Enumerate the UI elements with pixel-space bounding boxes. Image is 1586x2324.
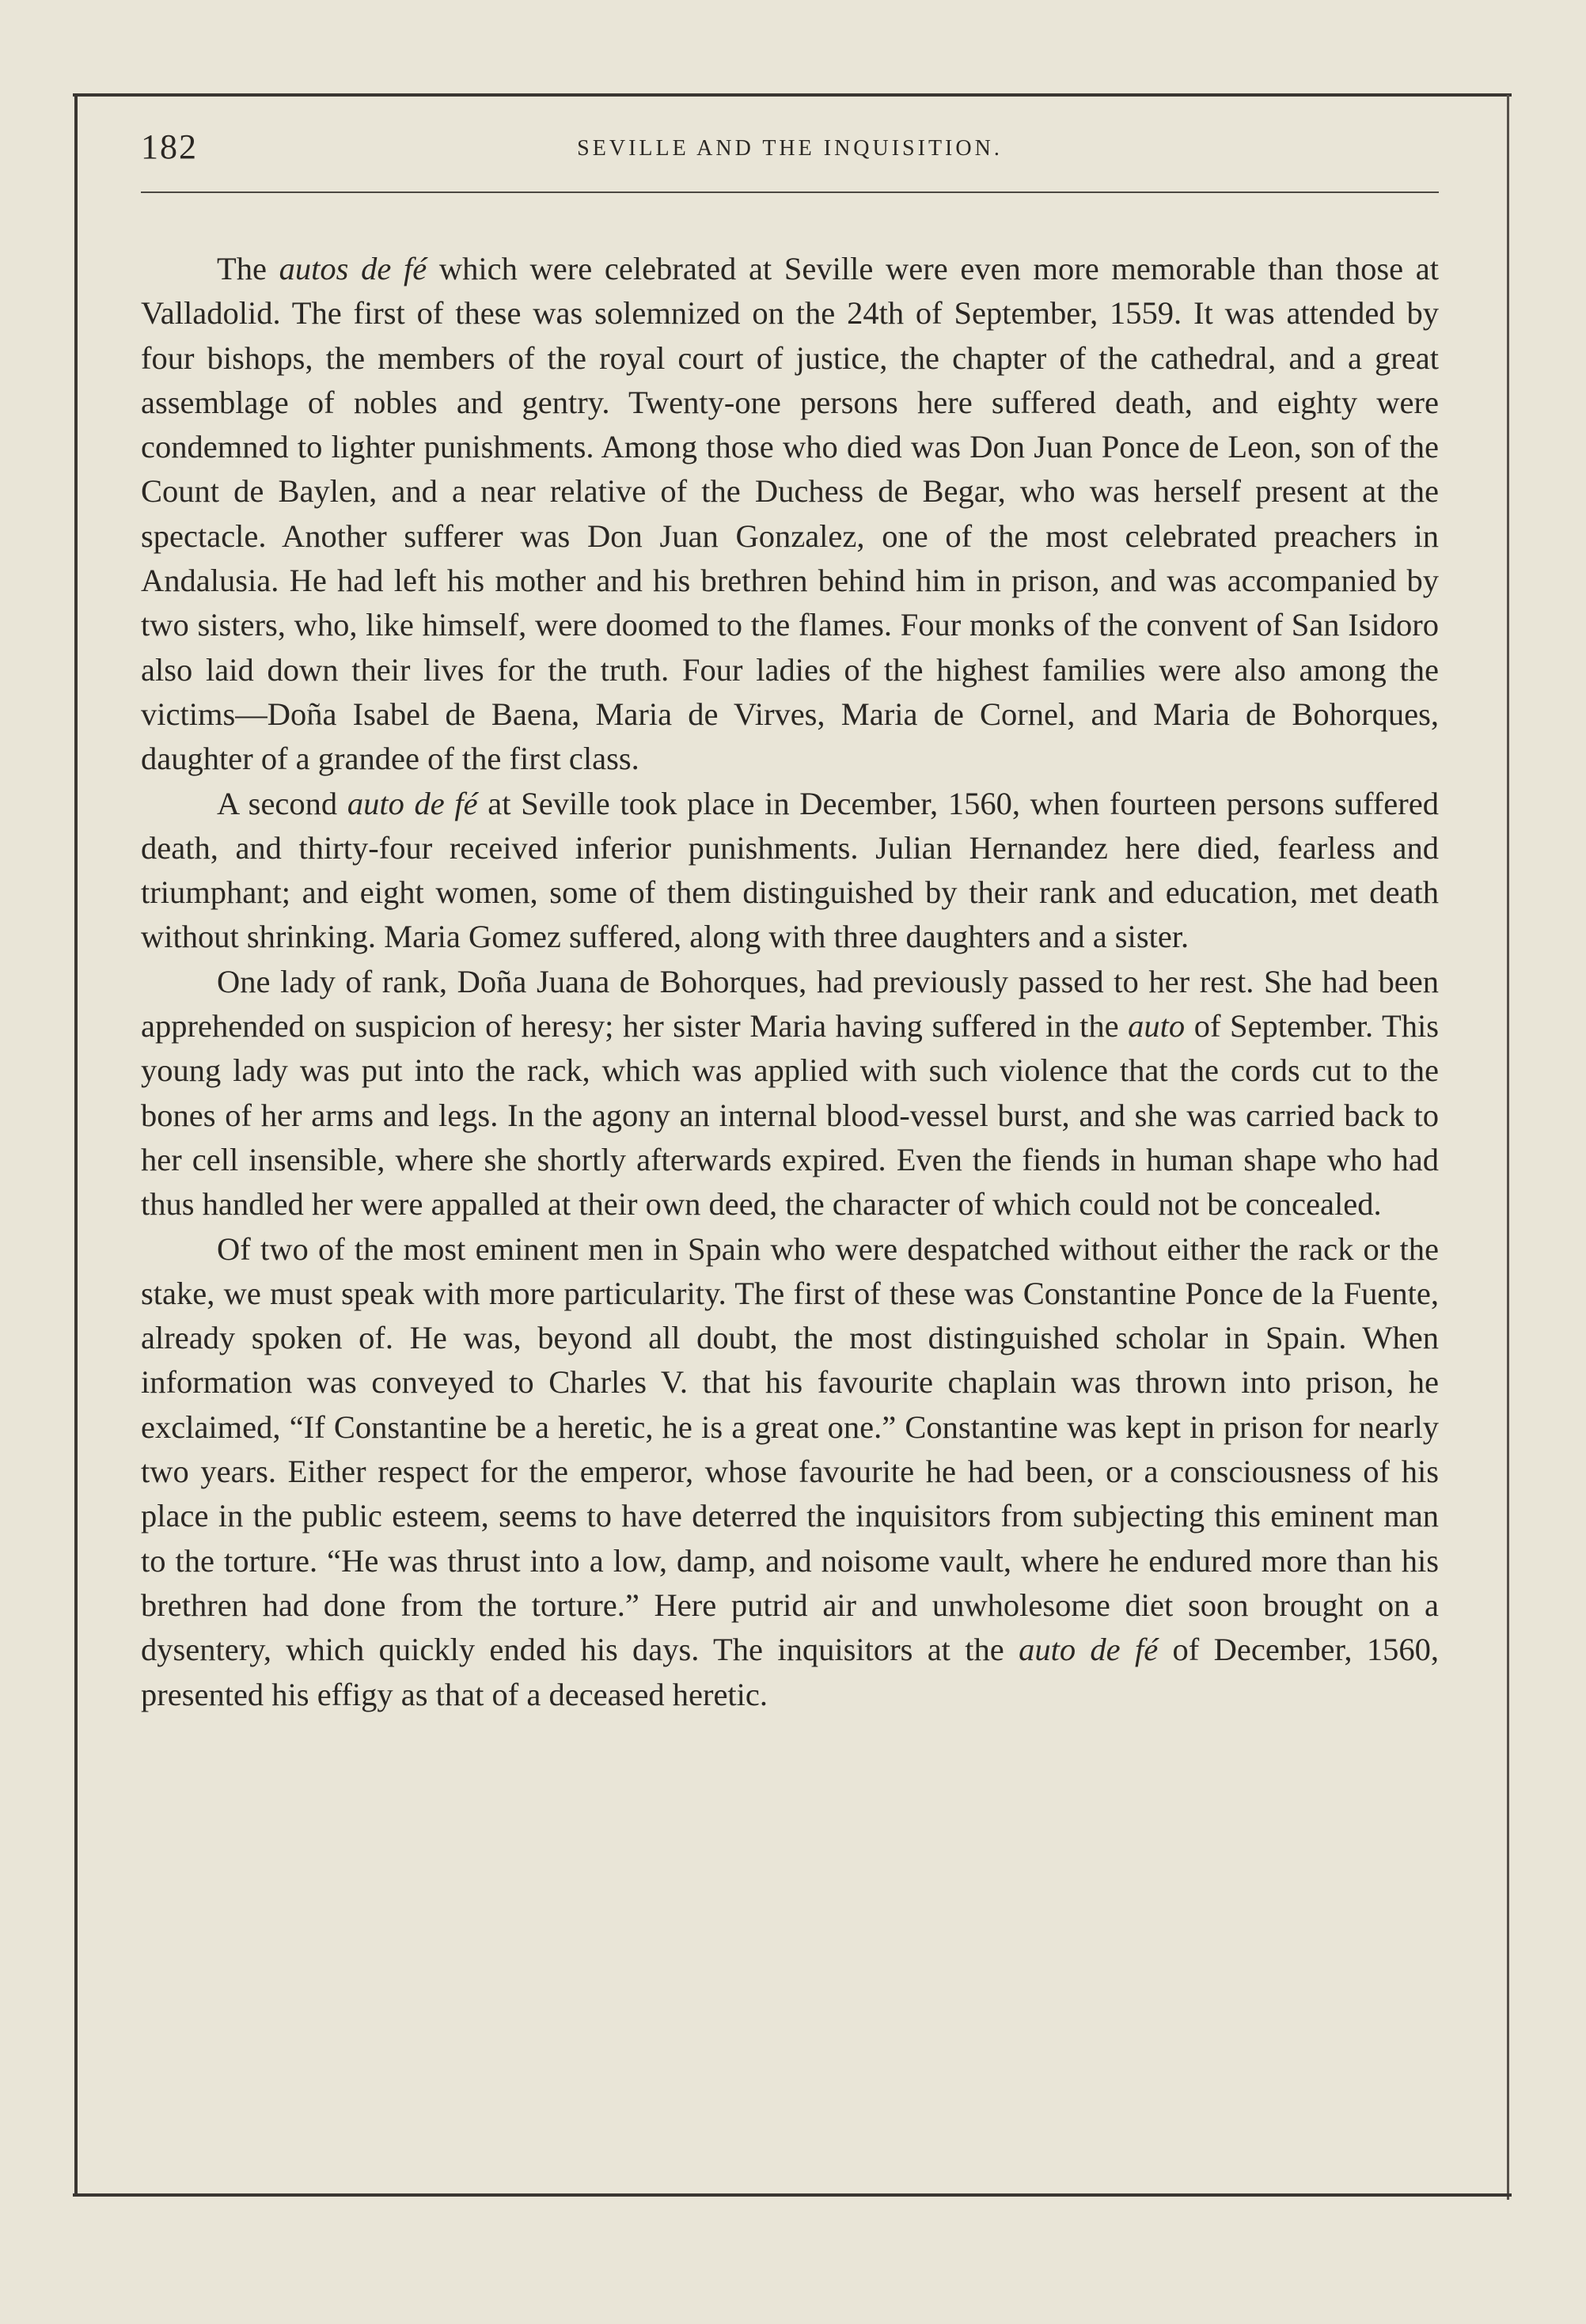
running-title: SEVILLE AND THE INQUISITION.: [577, 136, 1003, 161]
italic-term: auto: [1128, 1008, 1186, 1044]
italic-term: auto de fé: [1019, 1632, 1159, 1668]
text-run: which were celebrated at Seville were even more memorable than those at Valladolid. The first of these was solemnized on the 24th of September, 1559. It was attended by four bishops, the members of the royal court of justice, the chapter of the cathedral, and a great assemblage of nobles and gentry. Twenty-one persons here suffered death, and eighty were condemned to lighter punishments. Among those who died was Don Juan Ponce de Leon, son of the Count de Baylen, and a near relative of the Duchess de Begar, who was herself present at the spectacle. Another sufferer was Don Juan Gonzalez, one of the most celebrated preachers in Andalusia. He had left his mother and his brethren behind him in prison, and was accompanied by two sisters, who, like himself, were doomed to the flames. Four monks of the convent of San Isidoro also laid down their lives for the truth. Four ladies of the highest families were also among the victims—Doña Isabel de Baena, Maria de Virves, Maria de Cornel, and Maria de Bohorques, daughter of a grandee of the first class.: [141, 251, 1440, 777]
text-run: of December, 1560, presented his effigy as that of a deceased heretic.: [141, 1632, 1439, 1712]
paragraph: [141, 782, 1439, 960]
text-run: One lady of rank, Doña Juana de Bohorques, had previously passed to her rest. She had been apprehended on suspicion of heresy; her sister Maria having suffered in the: [141, 963, 1439, 1044]
text-run: of September. This young lady was put into the rack, which was applied with such violence that the cords cut to the bones of her arms and legs. In the agony an internal blood-vessel burst, and she was carried back to her cell insensible, where she shortly afterwards expired. Even the fiends in human shape who had thus handled her were appalled at their own deed, the character of which could not be concealed.: [141, 1008, 1439, 1223]
paragraph: [141, 1227, 1439, 1717]
page-header: [141, 127, 1439, 171]
text-run: at Seville took place in December, 1560, when fourteen persons suffered death, and thirty-four received inferior punishments. Julian Hernandez here died, fearless and triumphant; and eight women, some of them distinguished by their rank and education, met death without shrinking. Maria Gomez suffered, along with three daughters and a sister.: [141, 785, 1439, 955]
page-number: 182: [141, 127, 198, 166]
text-run: Of two of the most eminent men in Spain who were despatched without either the rack or the stake, we must speak with more particularity. The first of these was Constantine Ponce de la Fuente, already spoken of. He was, beyond all doubt, the most distinguished scholar in Spain. When information was conveyed to Charles V. that his favourite chaplain was thrown into prison, he exclaimed, “If Constantine be a heretic, he is a great one.” Constantine was kept in prison for nearly two years. Either respect for the emperor, whose favourite he had been, or a consciousness of his place in the public esteem, seems to have deterred the inquisitors from subjecting this eminent man to the torture. “He was thrust into a low, damp, and noisome vault, where he endured more than his brethren had done from the torture.” Here putrid air and unwholesome diet soon brought on a dysentery, which quickly ended his days. The inquisitors at the: [141, 1230, 1439, 1668]
page-frame-right-border: [1507, 95, 1509, 2200]
body-text: [141, 247, 1439, 1717]
text-run: The: [217, 251, 279, 286]
italic-term: auto de fé: [347, 785, 478, 821]
page-frame-bottom-border: [73, 2193, 1512, 2197]
italic-term: autos de fé: [279, 251, 427, 286]
paragraph: [141, 960, 1439, 1227]
header-rule: [141, 191, 1439, 193]
text-run: A second: [217, 785, 347, 821]
page-frame-top-border: [73, 93, 1512, 97]
page-frame-left-border: [74, 95, 78, 2196]
paragraph: [141, 247, 1439, 782]
